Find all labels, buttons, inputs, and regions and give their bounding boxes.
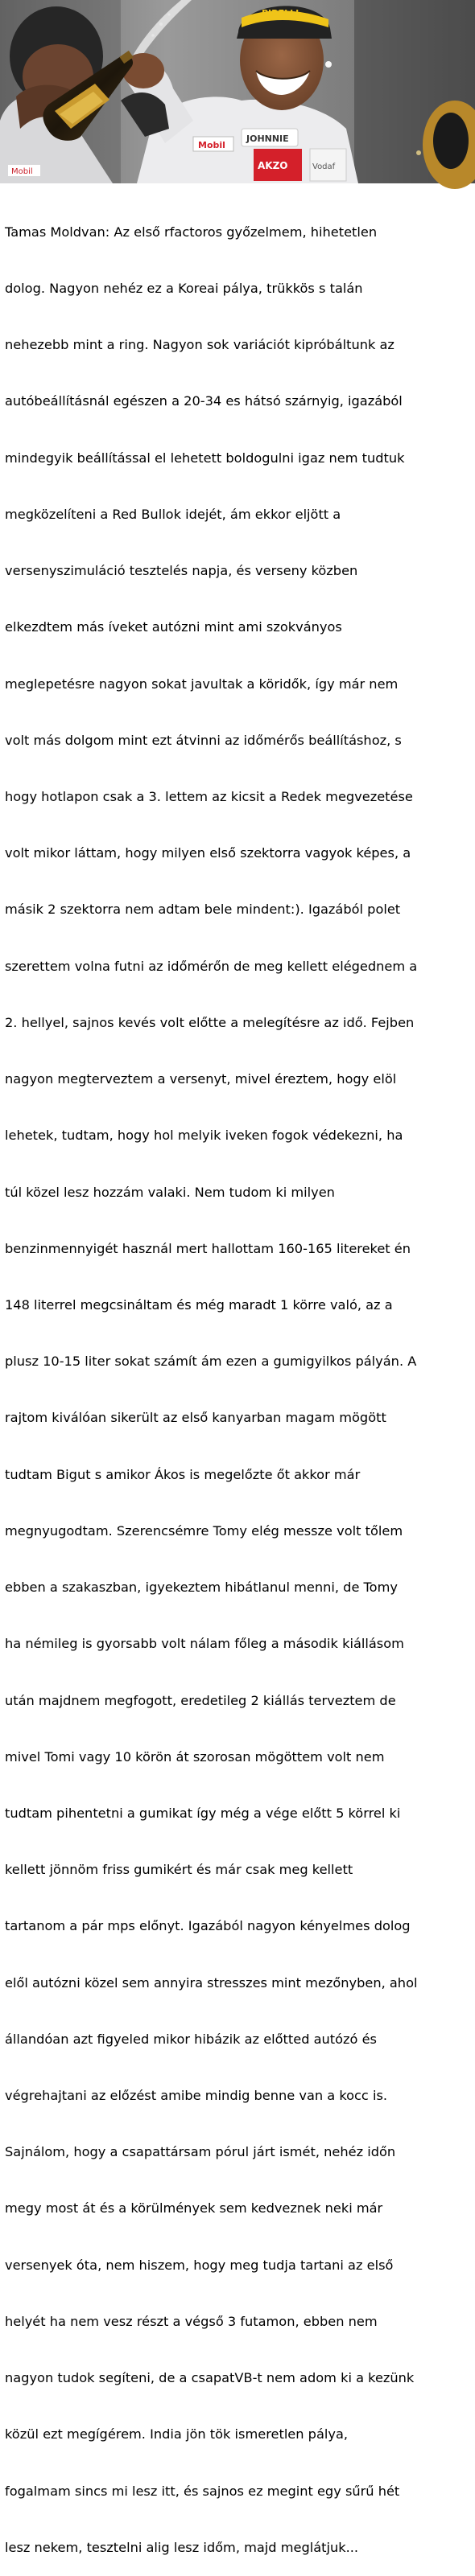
article-line: nehezebb mint a ring. Nagyon sok variációt kipróbáltunk az — [5, 337, 394, 353]
article-line: kellett jönnöm friss gumikért és már csak meg kellett — [5, 1862, 353, 1878]
article-line: helyét ha nem vesz részt a végső 3 futamon, ebben nem — [5, 2313, 378, 2329]
article-line: Tamas Moldvan: Az első rfactoros győzelmem, hihetetlen — [5, 224, 378, 240]
article-line: megközelíteni a Red Bullok idejét, ám ekkor eljött a — [5, 506, 341, 522]
article-line: másik 2 szektorra nem adtam bele mindent:). Igazából polet — [5, 902, 401, 918]
svg-text:JOHNNIE: JOHNNIE — [246, 134, 289, 144]
article-line: Sajnálom, hogy a csapattársam pórul járt ismét, nehéz időn — [5, 2144, 396, 2160]
article-line: 2. hellyel, sajnos kevés volt előtte a melegítésre az idő. Fejben — [5, 1014, 415, 1030]
article-line: megnyugodtam. Szerencsémre Tomy elég messze volt tőlem — [5, 1522, 403, 1539]
article-line: közül ezt megígérem. India jön tök ismeretlen pálya, — [5, 2426, 349, 2442]
article-line: autóbeállításnál egészen a 20-34 es hátsó szárnyig, igazából — [5, 393, 403, 409]
article-line: tudtam Bigut s amikor Ákos is megelőzte őt akkor már — [5, 1466, 361, 1482]
article-line: tartanom a pár mps előnyt. Igazából nagyon kényelmes dolog — [5, 1918, 411, 1934]
article-line: hogy hotlapon csak a 3. lettem az kicsit a Redek megvezetése — [5, 789, 413, 804]
article-line: benzinmennyigét használ mert hallottam 160-165 litereket én — [5, 1240, 411, 1256]
article-line: megy most át és a körülmények sem kedveznek neki már — [5, 2200, 383, 2217]
article-line: mivel Tomi vagy 10 körön át szorosan mögöttem volt nem — [5, 1748, 385, 1765]
article-line: nagyon tudok segíteni, de a csapatVB-t nem adom ki a kezünk — [5, 2370, 415, 2386]
article-text — [5, 185, 470, 2576]
svg-text:AKZO: AKZO — [258, 160, 288, 171]
article-line: versenyek óta, nem hiszem, hogy meg tudja tartani az első — [5, 2257, 394, 2273]
article-line: volt mikor láttam, hogy milyen első szektorra vagyok képes, a — [5, 845, 411, 861]
article-line: 148 literrel megcsináltam és még maradt 1 körre való, az a — [5, 1296, 393, 1313]
article-line: állandóan azt figyeled mikor hibázik az előtted autózó és — [5, 2031, 377, 2047]
article-line: szerettem volna futni az időmérőn de meg kellett elégednem a — [5, 958, 418, 974]
article-line: plusz 10-15 liter sokat számít ám ezen a gumigyilkos pályán. A — [5, 1354, 417, 1370]
article-line: tudtam pihentetni a gumikat így még a vége előtt 5 körrel ki — [5, 1805, 401, 1821]
article-line: ebben a szakaszban, igyekeztem hibátlanul menni, de Tomy — [5, 1580, 398, 1596]
article-line: meglepetésre nagyon sokat javultak a köridők, így már nem — [5, 676, 399, 692]
article-line: lesz nekem, tesztelni alig lesz időm, majd meglátjuk... — [5, 2539, 359, 2555]
svg-text:Vodaf: Vodaf — [312, 162, 336, 171]
article-line: nagyon megterveztem a versenyt, mivel éreztem, hogy elöl — [5, 1071, 397, 1087]
article-line: fogalmam sincs mi lesz itt, és sajnos ez megint egy sűrű hét — [5, 2483, 400, 2499]
article-line: után majdnem megfogott, eredetileg 2 kiállás terveztem de — [5, 1692, 396, 1708]
article-line: versenyszimuláció tesztelés napja, és verseny közben — [5, 563, 358, 579]
svg-text:Mobil: Mobil — [11, 167, 33, 176]
article-line: lehetek, tudtam, hogy hol melyik iveken fogok védekezni, ha — [5, 1128, 403, 1144]
article-line: elkezdtem más íveket autózni mint ami szokványos — [5, 619, 342, 635]
svg-text:Mobil: Mobil — [198, 140, 225, 150]
podium-celebration-photo — [0, 0, 475, 183]
article-line: rajtom kiválóan sikerült az első kanyarban magam mögött — [5, 1410, 386, 1426]
article-line: elől autózni közel sem annyira stresszes mint mezőnyben, ahol — [5, 1974, 418, 1991]
article-line: volt más dolgom mint ezt átvinni az időmérős beállításhoz, s — [5, 732, 402, 748]
svg-text:PIRELLI: PIRELLI — [262, 8, 299, 18]
article-line: ha némileg is gyorsabb volt nálam főleg a második kiállásom — [5, 1636, 404, 1652]
article-line: mindegyik beállítással el lehetett boldogulni igaz nem tudtuk — [5, 450, 405, 466]
article-line: végrehajtani az előzést amibe mindig benne van a kocc is. — [5, 2088, 388, 2104]
article-line: túl közel lesz hozzám valaki. Nem tudom ki milyen — [5, 1184, 335, 1200]
article-line: dolog. Nagyon nehéz ez a Koreai pálya, trükkös s talán — [5, 281, 363, 297]
